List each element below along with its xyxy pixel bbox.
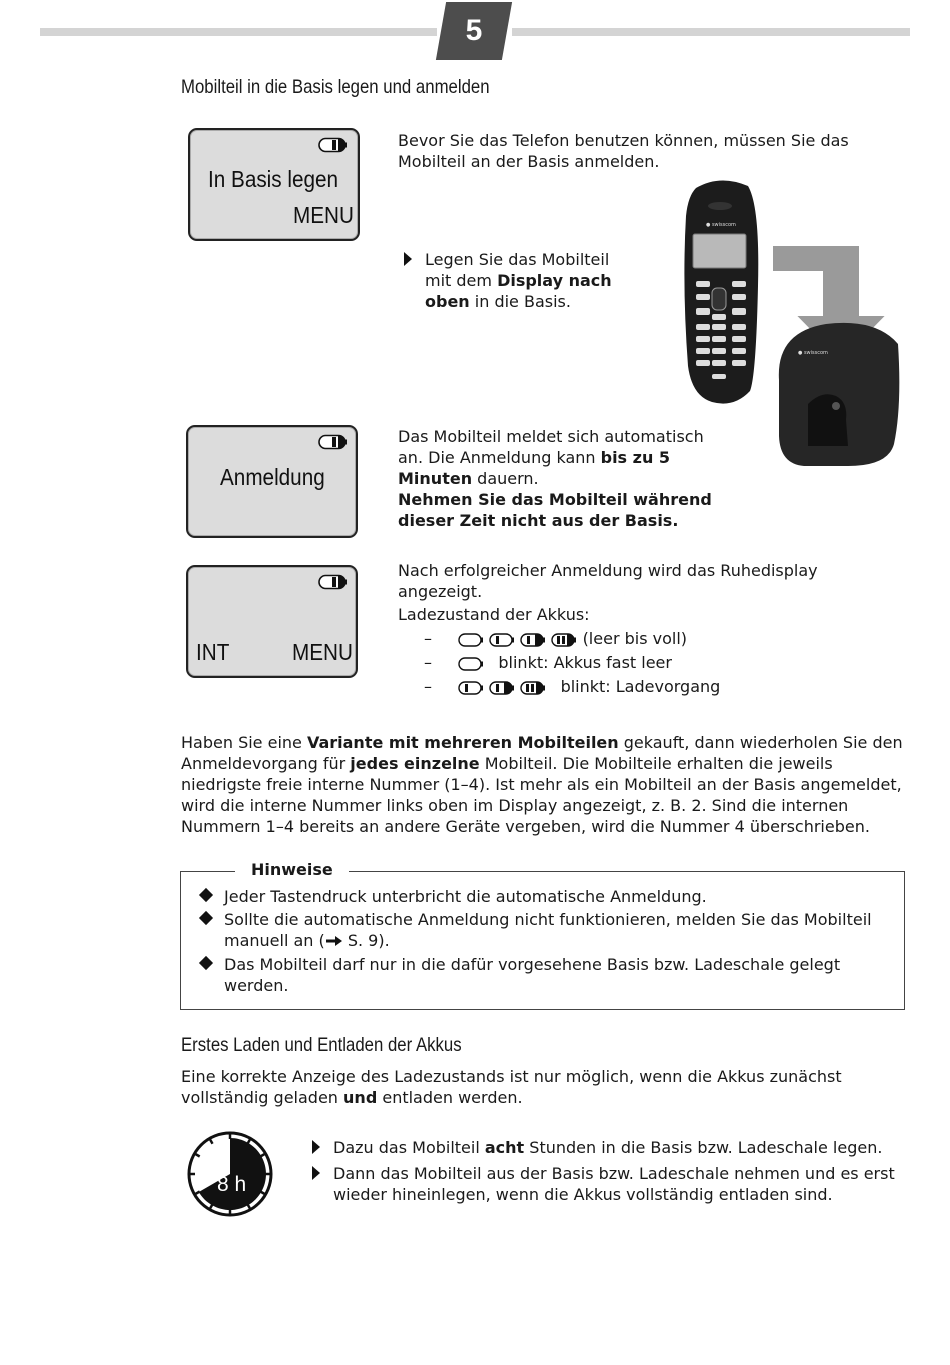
battery-status-item: – blinkt: Ladevorgang xyxy=(424,677,721,696)
display-softkey-int: INT xyxy=(196,639,230,665)
battery-two-bars-icon xyxy=(520,633,546,647)
header-bar-right xyxy=(512,28,910,36)
step-arrow-icon xyxy=(404,252,412,266)
arrow-right-icon xyxy=(325,935,343,947)
display-softkey-menu: MENU xyxy=(293,202,354,228)
step-arrow-icon xyxy=(312,1166,320,1180)
battery-status-item: – (leer bis voll) xyxy=(424,629,688,648)
battery-status-label: Ladezustand der Akkus: xyxy=(398,605,590,624)
battery-full-icon xyxy=(551,633,577,647)
clock-8h xyxy=(186,1130,274,1218)
handset-brand-logo: ● swisscom xyxy=(706,222,736,228)
battery-one-bar-icon xyxy=(458,681,484,695)
display-in-basis-legen xyxy=(188,128,360,241)
success-text: Nach erfolgreicher Anmeldung wird das Ruhedisplay angezeigt. xyxy=(398,561,818,601)
display-softkey-menu: MENU xyxy=(292,639,353,665)
notes-title: Hinweise xyxy=(235,860,349,879)
intro-text: Bevor Sie das Telefon benutzen können, müssen Sie das Mobilteil an der Basis anmelden. xyxy=(398,131,849,171)
battery-icon xyxy=(318,574,348,590)
display-text-line: Anmeldung xyxy=(220,464,325,490)
note-item: Das Mobilteil darf nur in die dafür vorgesehene Basis bzw. Ladeschale gelegt werden. xyxy=(224,955,841,995)
battery-one-bar-icon xyxy=(489,633,515,647)
section-title-register: Mobilteil in die Basis legen und anmelden xyxy=(181,76,490,98)
clock-label: 8 h xyxy=(217,1173,247,1196)
charging-intro: Eine korrekte Anzeige des Ladezustands ist nur möglich, wenn die Akkus zunächst vollständig geladen und entladen werden. xyxy=(181,1067,842,1107)
battery-status-item: – blinkt: Akkus fast leer xyxy=(424,653,672,672)
note-item: Sollte die automatische Anmeldung nicht funktionieren, melden Sie das Mobilteil manuell an ( S. 9). xyxy=(224,910,872,950)
base-brand-logo: ● swisscom xyxy=(798,350,828,356)
battery-two-bars-icon xyxy=(489,681,515,695)
step-place-handset: Legen Sie das Mobilteil mit dem Display nach oben in die Basis. xyxy=(425,250,612,311)
multi-handset-paragraph: Haben Sie eine Variante mit mehreren Mobilteilen gekauft, dann wiederholen Sie den Anmeldevorgang für jedes einzelne Mobilteil. Die Mobilteile erhalten die jeweils niedrigste freie interne Nummer (1–4). Ist mehr als ein Mobilteil an der Basis angemeldet, wird die interne Nummer links oben im Display angezeigt, z. B. 2. Sind die internen Nummern 1–4 bereits an andere Geräte vergeben, wird die Nummer 4 überschrieben. xyxy=(181,733,903,836)
display-idle xyxy=(186,565,358,678)
handset-base-illustration xyxy=(676,176,906,468)
registration-text: Das Mobilteil meldet sich automatisch an. Die Anmeldung kann bis zu 5 Minuten dauern. Nehmen Sie das Mobilteil während dieser Zeit nicht aus der Basis. xyxy=(398,427,712,530)
header-bar-left xyxy=(40,28,437,36)
battery-empty-icon xyxy=(458,657,484,671)
section-title-charging: Erstes Laden und Entladen der Akkus xyxy=(181,1034,462,1056)
note-item: Jeder Tastendruck unterbricht die automatische Anmeldung. xyxy=(224,887,707,906)
step-discharge: Dann das Mobilteil aus der Basis bzw. Ladeschale nehmen und es erst wieder hineinlegen, wenn die Akkus vollständig entladen sind. xyxy=(333,1164,895,1204)
page-number: 5 xyxy=(465,14,483,47)
battery-icon xyxy=(318,434,348,450)
battery-icon xyxy=(318,137,348,153)
battery-empty-icon xyxy=(458,633,484,647)
battery-full-icon xyxy=(520,681,546,695)
display-text-line: In Basis legen xyxy=(208,166,339,192)
display-anmeldung xyxy=(186,425,358,538)
step-arrow-icon xyxy=(312,1140,320,1154)
step-charge: Dazu das Mobilteil acht Stunden in die Basis bzw. Ladeschale legen. xyxy=(333,1138,883,1157)
